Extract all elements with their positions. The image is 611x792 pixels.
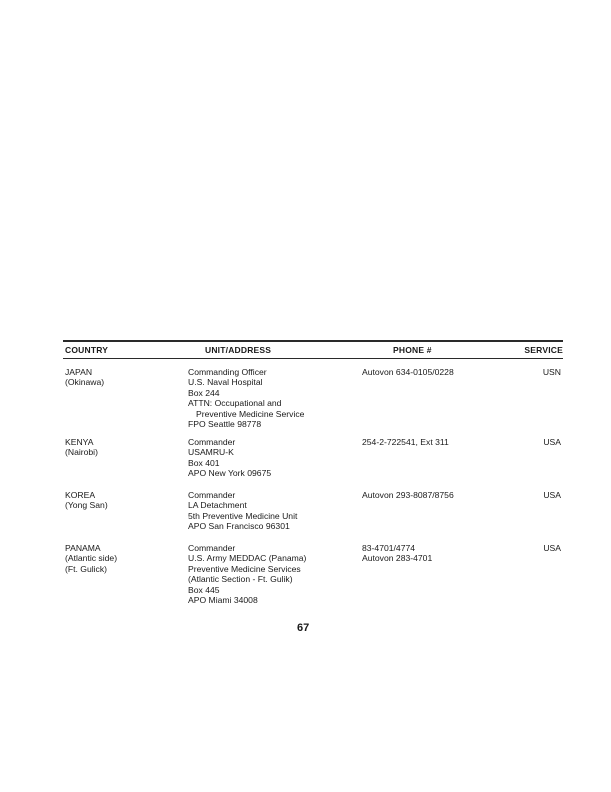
address-line: APO Miami 34008 [188, 595, 258, 606]
address-line: Commander [188, 489, 236, 500]
country-cell [65, 437, 98, 458]
country-cell [65, 490, 108, 511]
address-line: Box 244 [188, 387, 220, 398]
table-row [63, 367, 563, 437]
address-line: FPO Seattle 98778 [188, 419, 262, 430]
header-unit-address: UNIT/ADDRESS [205, 344, 272, 355]
country-location: (Ft. Gulick) [65, 563, 108, 574]
phone-line: 254-2-722541, Ext 311 [362, 436, 449, 447]
address-line: APO San Francisco 96301 [188, 521, 290, 532]
country-location: (Atlantic side) [65, 553, 118, 564]
country-name: KENYA [65, 436, 94, 447]
phone-line: Autovon 293-8087/8756 [362, 489, 454, 500]
address-line: USAMRU-K [188, 447, 234, 458]
address-line: ATTN: Occupational and [188, 398, 282, 409]
address-line: Box 401 [188, 457, 220, 468]
table-row [63, 543, 563, 613]
country-location: (Yong San) [65, 500, 108, 511]
phone-cell [362, 543, 432, 564]
country-cell [65, 367, 104, 388]
phone-line: Autovon 634-0105/0228 [362, 366, 454, 377]
country-name: PANAMA [65, 542, 101, 553]
address-line: APO New York 09675 [188, 468, 272, 479]
address-line: Preventive Medicine Services [188, 563, 301, 574]
service-cell: USA [543, 489, 561, 500]
address-line: LA Detachment [188, 500, 247, 511]
table-row [63, 437, 563, 490]
header-bottom-rule [63, 358, 563, 359]
service-cell: USN [542, 366, 561, 377]
country-location: (Okinawa) [65, 377, 105, 388]
address-cell [188, 367, 304, 431]
address-line: (Atlantic Section - Ft. Gulik) [188, 574, 293, 585]
country-name: JAPAN [65, 366, 93, 377]
country-name: KOREA [65, 489, 96, 500]
address-cell [188, 543, 306, 607]
phone-line: 83-4701/4774 [362, 542, 416, 553]
phone-line: Autovon 283-4701 [362, 553, 433, 564]
service-cell: USA [543, 436, 561, 447]
address-line: Preventive Medicine Service [196, 408, 305, 419]
country-location: (Nairobi) [65, 447, 98, 458]
address-cell [188, 437, 271, 479]
page-number: 67 [297, 622, 310, 634]
address-line: Box 445 [188, 584, 220, 595]
header-country: COUNTRY [65, 344, 109, 355]
header-phone: PHONE # [393, 344, 432, 355]
table-header [63, 342, 563, 358]
service-cell: USA [543, 542, 561, 553]
address-line: 5th Preventive Medicine Unit [188, 510, 298, 521]
address-line: U.S. Naval Hospital [188, 377, 263, 388]
address-cell [188, 490, 297, 532]
address-line: Commanding Officer [188, 366, 267, 377]
header-service: SERVICE [524, 344, 563, 355]
address-line: Commander [188, 436, 236, 447]
phone-cell [362, 490, 454, 501]
country-cell [65, 543, 117, 575]
address-line: Commander [188, 542, 236, 553]
phone-cell [362, 367, 454, 378]
phone-cell [362, 437, 449, 448]
table-row [63, 490, 563, 543]
contacts-table [63, 340, 563, 613]
address-line: U.S. Army MEDDAC (Panama) [188, 553, 307, 564]
